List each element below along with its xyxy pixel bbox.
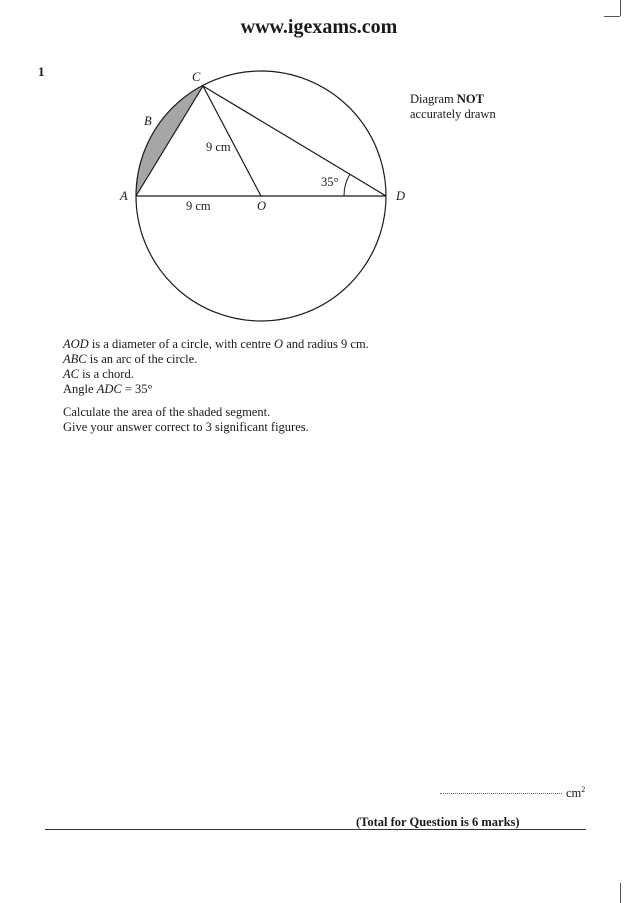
instruction-1: Calculate the area of the shaded segment. [63, 405, 271, 419]
diagram-note-prefix: Diagram [410, 92, 457, 106]
question-number: 1 [38, 64, 45, 79]
divider-rule [45, 829, 586, 830]
answer-unit: $cm^2$ [566, 785, 586, 801]
question-text [63, 337, 369, 435]
question-line-3: AC is a chord. [63, 367, 134, 381]
question-line-2: ABC is an arc of the circle. [63, 352, 198, 366]
angle-adc-label: 35° [321, 175, 339, 189]
answer-line[interactable] [440, 793, 562, 794]
diagram-note-not: NOT [456, 92, 484, 106]
chord-ac [136, 86, 203, 196]
angle-arc-d [344, 174, 350, 196]
site-header: www.igexams.com [240, 16, 398, 38]
total-marks: (Total for Question is 6 marks) [356, 815, 520, 829]
label-d: D [396, 189, 406, 203]
instruction-2: Give your answer correct to 3 significant figures. [63, 420, 309, 434]
label-c: C [192, 70, 201, 84]
length-co-label: 9 cm [206, 140, 231, 154]
label-b: B [144, 114, 152, 128]
diagram-note-line2: accurately drawn [410, 107, 496, 121]
question-line-1: AOD is a diameter of a circle, with centre O and radius 9 cm. [63, 337, 369, 351]
label-a: A [120, 189, 128, 203]
label-o: O [257, 199, 267, 213]
length-ao-label: 9 cm [186, 199, 211, 213]
question-line-4: Angle ADC = 35° [63, 382, 153, 396]
crop-mark-bottom-right-v [620, 883, 621, 903]
